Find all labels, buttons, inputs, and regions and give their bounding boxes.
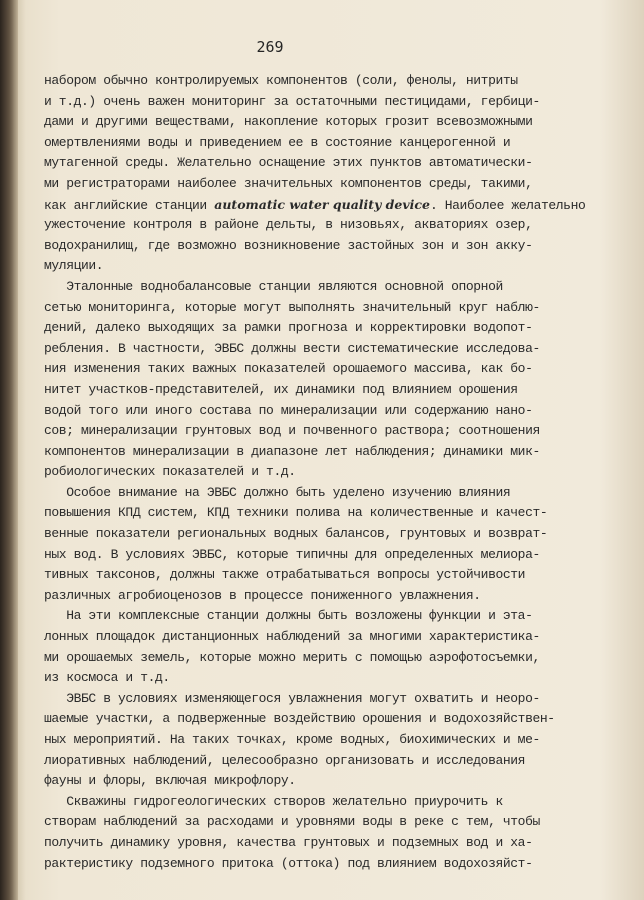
text-line: сов; минерализации грунтовых вод и почвенного раствора; соотношения	[44, 423, 540, 439]
text-segment: . Наиболее желательно	[429, 197, 586, 213]
text-line: ЭВБС в условиях изменяющегося увлажнения могут охватить и неоро-	[44, 690, 540, 706]
text-line: створам наблюдений за расходами и уровнями воды в реке с тем, чтобы	[44, 814, 540, 830]
text-line: омертвлениями воды и приведением ее в состояние канцерогенной и	[44, 134, 511, 150]
text-line: Особое внимание на ЭВБС должно быть уделено изучению влияния	[44, 484, 511, 500]
text-line: получить динамику уровня, качества грунтовых и подземных вод и ха-	[44, 834, 533, 850]
text-line: тивных таксонов, должны также отрабатываться вопросы устойчивости	[44, 567, 526, 583]
text-line: Эталонные воднобалансовые станции являются основной опорной	[44, 278, 503, 294]
text-line: водохранилищ, где возможно возникновение застойных зон и зон акку-	[44, 237, 533, 253]
text-line: лиоративных наблюдений, целесообразно организовать и исследования	[44, 752, 526, 768]
text-line: шаемые участки, а подверженные воздействию орошения и водохозяйствен-	[44, 711, 555, 727]
text-line: ми регистраторами наиболее значительных компонентов среды, такими,	[44, 175, 533, 191]
paragraph	[44, 483, 604, 607]
text-line: дений, далеко выходящих за рамки прогноза и корректировки водопот-	[44, 320, 533, 336]
text-line: и т.д.) очень важен мониторинг за остаточными пестицидами, гербици-	[44, 93, 540, 109]
text-line: нитет участков-представителей, их динамики под влиянием орошения	[44, 381, 518, 397]
text-line: На эти комплексные станции должны быть возложены функции и эта-	[44, 608, 533, 624]
text-line: ребления. В частности, ЭВБС должны вести систематические исследова-	[44, 340, 540, 356]
text-line: венные показатели региональных водных балансов, грунтовых и возврат-	[44, 526, 548, 542]
text-line: сетью мониторинга, которые могут выполнять значительный круг наблю-	[44, 299, 540, 315]
text-line: ния изменения таких важных показателей орошаемого массива, как бо-	[44, 361, 533, 377]
text-segment: как английские станции	[44, 197, 215, 213]
text-line: набором обычно контролируемых компонентов (соли, фенолы, нитриты	[44, 73, 518, 88]
text-line: ми орошаемых земель, которые можно мерить с помощью аэрофотосъемки,	[44, 649, 540, 665]
text-line: мутагенной среды. Желательно оснащение этих пунктов автоматически-	[44, 155, 533, 171]
paragraph	[44, 277, 604, 483]
text-line: различных агробиоценозов в процессе пониженного увлажнения.	[44, 587, 481, 603]
text-line: повышения КПД систем, КПД техники полива на количественные и качест-	[44, 505, 548, 521]
text-line: ных мероприятий. На таких точках, кроме водных, биохимических и ме-	[44, 732, 540, 747]
text-line: фауны и флоры, включая микрофлору.	[44, 773, 296, 789]
text-line: компонентов минерализации в диапазоне лет наблюдения; динамики мик-	[44, 443, 540, 459]
text-line: из космоса и т.д.	[44, 670, 170, 686]
text-line: рактеристику подземного притока (оттока) под влиянием водохозяйст-	[44, 855, 533, 871]
text-line: муляции.	[44, 258, 104, 274]
text-line: дами и другими веществами, накопление которых грозит всевозможными	[44, 114, 533, 130]
book-gutter	[0, 0, 18, 900]
text-line: ужесточение контроля в районе дельты, в низовьях, акваториях озер,	[44, 217, 533, 233]
page-number: 269	[256, 38, 284, 56]
text-line: ных вод. В условиях ЭВБС, которые типичны для определенных мелиора-	[44, 546, 540, 562]
page-body-text	[44, 71, 604, 874]
paragraph	[44, 792, 604, 874]
handwritten-term: automatic water quality device	[214, 196, 430, 212]
text-line: водой того или иного состава по минерализации или содержанию нано-	[44, 402, 533, 418]
paragraph	[44, 71, 604, 277]
text-line: робиологических показателей и т.д.	[44, 464, 296, 480]
paragraph	[44, 689, 604, 792]
text-line	[44, 195, 604, 216]
paragraph	[44, 606, 604, 688]
text-line: лонных площадок дистанционных наблюдений за многими характеристика-	[44, 629, 540, 645]
text-line: Скважины гидрогеологических створов желательно приурочить к	[44, 793, 503, 809]
